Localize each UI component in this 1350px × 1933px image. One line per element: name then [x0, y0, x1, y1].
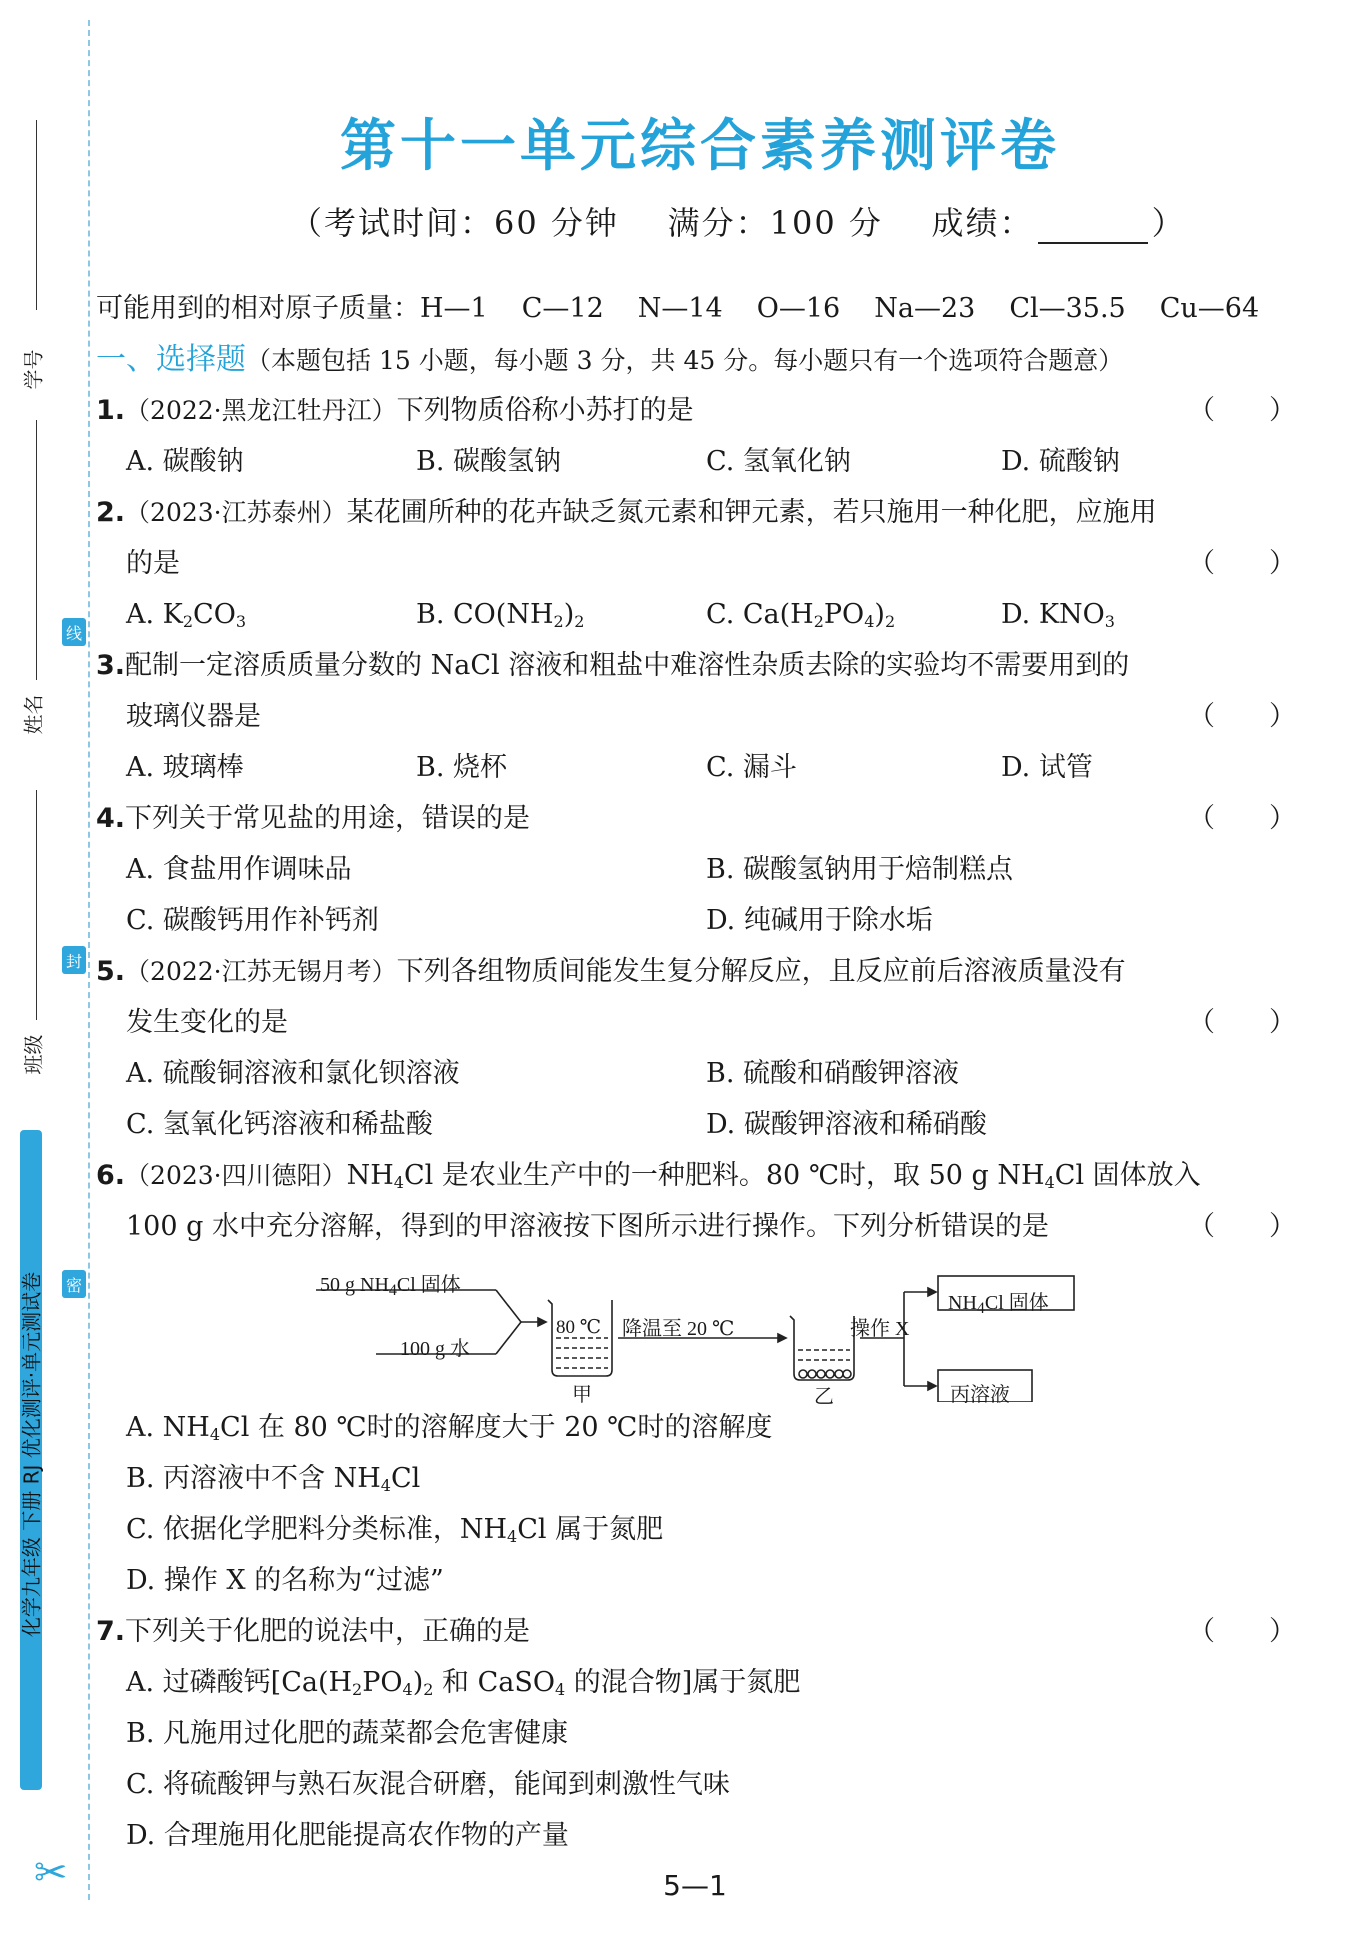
question-4: [96, 793, 1296, 844]
question-7-option-c[interactable]: C. 将硫酸钾与熟石灰混合研磨，能闻到刺激性气味: [126, 1769, 730, 1800]
section-title: 一、选择题: [96, 342, 246, 377]
input-nh4cl: 50 g $NH_4Cl$ 固体: [320, 1274, 461, 1299]
atom-o: O—16: [756, 293, 841, 324]
exam-info: [290, 198, 1186, 244]
section-note: （本题包括 15 小题，每小题 3 分，共 45 分。每小题只有一个选项符合题意）: [246, 346, 1124, 375]
question-number: 3.: [96, 650, 126, 681]
answer-paren[interactable]: （ ）: [1188, 1007, 1296, 1038]
margin-tag-seal: 封: [62, 946, 86, 974]
question-6-option-a[interactable]: A. $NH_4Cl$ 在 80 ℃时的溶解度大于 20 ℃时的溶解度: [126, 1412, 773, 1444]
question-stem: 下列各组物质间能发生复分解反应，且反应前后溶液质量没有: [396, 956, 1126, 987]
margin-tag-line: 线: [62, 618, 86, 646]
question-6-option-c[interactable]: C. 依据化学肥料分类标准，$NH_4Cl$ 属于氮肥: [126, 1514, 664, 1546]
atom-h: H—1: [420, 293, 488, 324]
question-4-options-cd: [96, 895, 1296, 946]
answer-paren[interactable]: （ ）: [1188, 1616, 1296, 1647]
question-stem-cont: 玻璃仪器是: [126, 701, 261, 732]
question-number: 5.: [96, 956, 126, 987]
question-number: 1.: [96, 395, 126, 426]
question-number: 4.: [96, 803, 126, 834]
option-b[interactable]: B. 碳酸氢钠: [416, 446, 562, 477]
question-1-options: [96, 436, 1296, 487]
question-6-option-d[interactable]: D. 操作 X 的名称为“过滤”: [126, 1565, 444, 1596]
question-number: 2.: [96, 497, 126, 528]
question-stem: 是农业生产中的一种肥料。80 ℃时，取 50 g: [441, 1160, 989, 1191]
score-label: 成绩：: [931, 204, 1034, 242]
question-stem-cont: 发生变化的是: [126, 1007, 288, 1038]
question-2-cont: [96, 538, 1296, 589]
question-3-options: [96, 742, 1296, 793]
answer-paren[interactable]: （ ）: [1188, 395, 1296, 426]
exam-time: （考试时间：60 分钟: [290, 204, 619, 242]
question-3: [96, 640, 1296, 691]
question-7-option-b[interactable]: B. 凡施用过化肥的蔬菜都会危害健康: [126, 1718, 569, 1749]
option-b[interactable]: B. $CO(NH_2)_2$: [416, 599, 585, 631]
question-stem: 下列关于常见盐的用途，错误的是: [125, 803, 531, 834]
answer-paren[interactable]: （ ）: [1188, 803, 1296, 834]
question-4-options-ab: [96, 844, 1296, 895]
question-source: （2022·江苏无锡月考）: [125, 957, 397, 986]
option-c[interactable]: C. 漏斗: [706, 752, 797, 783]
option-d[interactable]: D. 碳酸钾溶液和稀硝酸: [706, 1109, 987, 1140]
atom-c: C—12: [521, 293, 604, 324]
option-b[interactable]: B. 硫酸和硝酸钾溶液: [706, 1058, 960, 1089]
option-a[interactable]: A. 碳酸钠: [126, 446, 244, 477]
option-b[interactable]: B. 碳酸氢钠用于焙制糕点: [706, 854, 1014, 885]
binding-margin: [0, 0, 100, 1933]
page-number: 5—1: [663, 1869, 727, 1902]
atomic-mass-line: [96, 283, 1296, 334]
question-source: （2022·黑龙江牡丹江）: [125, 396, 397, 425]
atom-cu: Cu—64: [1159, 293, 1260, 324]
full-score: 满分：100 分: [667, 204, 883, 242]
question-6-cont: [96, 1201, 1296, 1252]
question-6-option-b[interactable]: B. 丙溶液中不含 $NH_4Cl$: [126, 1463, 421, 1495]
option-d[interactable]: D. 纯碱用于除水垢: [706, 905, 933, 936]
exam-content: [96, 283, 1296, 1861]
question-number: 7.: [96, 1616, 126, 1647]
question-5: [96, 946, 1296, 997]
question-stem: 配制一定溶质质量分数的 NaCl 溶液和粗盐中难溶性杂质去除的实验均不需要用到的: [125, 650, 1130, 681]
beaker-yi-label: 乙: [814, 1386, 834, 1408]
beaker1-temp: 80 ℃: [556, 1317, 602, 1338]
flow-diagram: [316, 1252, 1296, 1408]
input-water: 100 g 水: [400, 1338, 470, 1360]
scissors-icon: ✂: [34, 1850, 68, 1896]
question-5-options-ab: [96, 1048, 1296, 1099]
margin-tag-secret: 密: [62, 1270, 86, 1298]
option-c[interactable]: C. 氢氧化钙溶液和稀盐酸: [126, 1109, 433, 1140]
score-blank[interactable]: [1038, 212, 1148, 244]
atomic-mass-label: 可能用到的相对原子质量：: [96, 293, 420, 324]
operation-x: 操作 X: [850, 1318, 910, 1340]
atom-cl: Cl—35.5: [1009, 293, 1126, 324]
brand-text: 化学九年级 下册 RJ 优化测评·单元测试卷: [19, 1271, 44, 1638]
question-6: 6.（2023·四川德阳）$NH_4Cl$ 是农业生产中的一种肥料。80 ℃时，取 50 g $NH_4Cl$ 固体放入: [96, 1160, 1201, 1192]
student-id-label: 学号: [21, 349, 46, 390]
section-heading: [96, 334, 1296, 385]
question-2: [96, 487, 1296, 538]
cooling-step: 降温至 20 ℃: [622, 1318, 735, 1340]
question-3-cont: [96, 691, 1296, 742]
option-a[interactable]: A. $K_2CO_3$: [126, 599, 247, 631]
question-stem-cont: 的是: [126, 548, 180, 579]
output-bing-solution: 丙溶液: [950, 1384, 1010, 1406]
close-paren: ）: [1151, 204, 1186, 242]
output-nh4cl-solid: $NH_4Cl$ 固体: [948, 1292, 1049, 1317]
option-d[interactable]: D. 试管: [1001, 752, 1093, 783]
question-source: （2023·江苏泰州）: [125, 498, 347, 527]
question-source: （2023·四川德阳）: [125, 1161, 347, 1190]
question-stem: 下列关于化肥的说法中，正确的是: [125, 1616, 531, 1647]
name-line: [36, 420, 37, 680]
option-c[interactable]: C. 碳酸钙用作补钙剂: [126, 905, 379, 936]
atom-na: Na—23: [874, 293, 976, 324]
question-stem-cont: 100 g 水中充分溶解，得到的甲溶液按下图所示进行操作。下列分析错误的是: [126, 1211, 1049, 1242]
option-d[interactable]: D. $KNO_3$: [1001, 599, 1115, 631]
question-1: [96, 385, 1296, 436]
question-number: 6.: [96, 1160, 126, 1191]
question-7-option-a[interactable]: A. 过磷酸钙[$Ca(H_2PO_4)_2$ 和 CaSO$_4$ 的混合物]属于氮肥: [126, 1667, 801, 1699]
question-5-options-cd: [96, 1099, 1296, 1150]
question-7: [96, 1606, 1296, 1657]
option-a[interactable]: A. 食盐用作调味品: [126, 854, 352, 885]
option-a[interactable]: A. 玻璃棒: [126, 752, 244, 783]
option-c[interactable]: C. $Ca(H_2PO_4)_2$: [706, 599, 896, 631]
question-5-cont: [96, 997, 1296, 1048]
page-title: 第十一单元综合素养测评卷: [340, 114, 1060, 179]
class-label: 班级: [21, 1034, 46, 1075]
question-7-option-d[interactable]: D. 合理施用化肥能提高农作物的产量: [126, 1820, 569, 1851]
option-a[interactable]: A. 硫酸铜溶液和氯化钡溶液: [126, 1058, 460, 1089]
option-c[interactable]: C. 氢氧化钠: [706, 446, 851, 477]
question-stem: 某花圃所种的花卉缺乏氮元素和钾元素，若只施用一种化肥，应施用: [346, 497, 1157, 528]
atom-n: N—14: [637, 293, 723, 324]
option-b[interactable]: B. 烧杯: [416, 752, 508, 783]
question-2-options: [96, 589, 1296, 640]
cut-line: [88, 20, 90, 1900]
question-stem: 下列物质俗称小苏打的是: [396, 395, 694, 426]
answer-paren[interactable]: （ ）: [1188, 701, 1296, 732]
name-label: 姓名: [21, 694, 46, 735]
option-d[interactable]: D. 硫酸钠: [1001, 446, 1120, 477]
answer-paren[interactable]: （ ）: [1188, 548, 1296, 579]
beaker-jia-label: 甲: [572, 1384, 592, 1406]
answer-paren[interactable]: （ ）: [1188, 1211, 1296, 1242]
question-stem-b: 固体放入: [1092, 1160, 1201, 1191]
class-line: [36, 790, 37, 1020]
